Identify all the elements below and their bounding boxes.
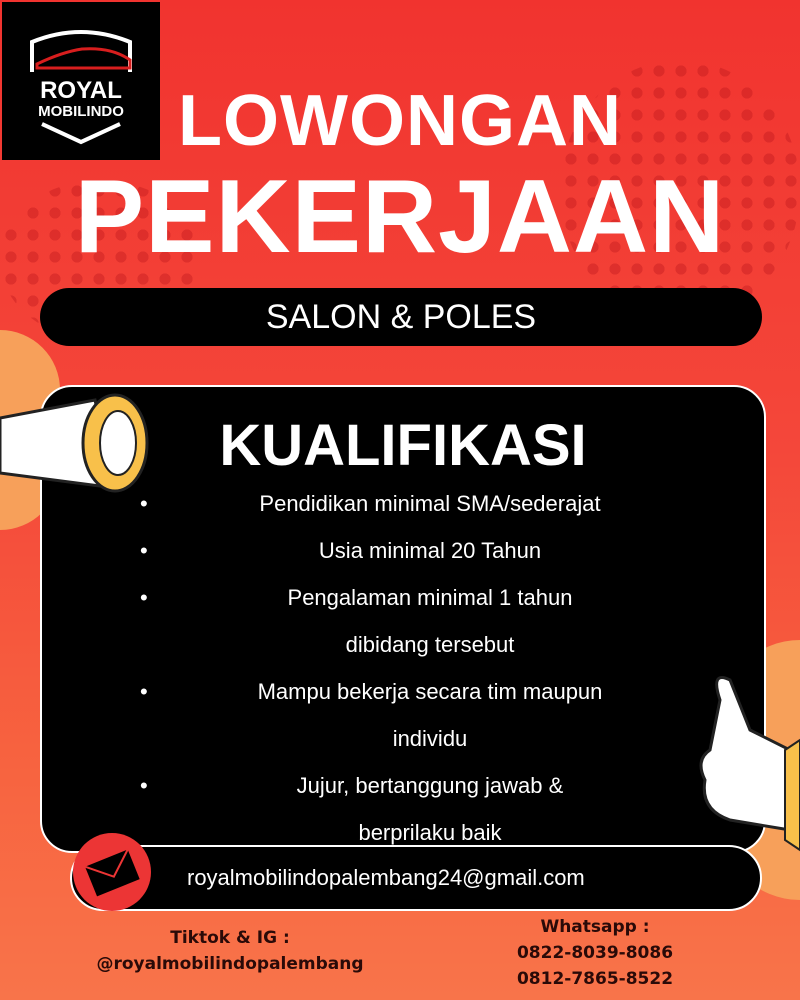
whatsapp-label: Whatsapp : (540, 917, 650, 937)
bullet-icon: • (140, 585, 148, 610)
qualification-item (140, 715, 720, 762)
qualification-text: individu (392, 726, 468, 751)
qualification-text: Pengalaman minimal 1 tahun (287, 585, 573, 610)
qualification-item (140, 762, 720, 809)
svg-text:MOBILINDO: MOBILINDO (38, 103, 124, 120)
whatsapp-block (480, 914, 710, 992)
svg-text:ROYAL: ROYAL (40, 77, 122, 104)
title-lowongan: LOWONGAN (178, 81, 622, 161)
qualification-item (140, 527, 720, 574)
phone-number[interactable]: 0822-8039-8086 (516, 943, 674, 963)
social-handle[interactable]: @royalmobilindopalembang (96, 954, 364, 974)
email-pill[interactable] (70, 845, 762, 911)
phone-number[interactable]: 0812-7865-8522 (516, 969, 674, 989)
envelope-icon (73, 833, 151, 911)
email-address[interactable]: royalmobilindopalembang24@gmail.com (187, 865, 585, 890)
thumbs-up-icon (690, 660, 800, 860)
bullet-icon: • (140, 538, 148, 563)
qualification-item (140, 480, 720, 527)
qualification-text: berprilaku baik (358, 820, 502, 845)
social-block (40, 925, 420, 977)
bullet-icon: • (140, 773, 148, 798)
title-pekerjaan: PEKERJAAN (74, 159, 726, 275)
bullet-icon: • (140, 491, 148, 516)
qualification-item (140, 574, 720, 621)
qualification-text: Pendidikan minimal SMA/sederajat (259, 491, 601, 516)
qualifications-heading: KUALIFIKASI (219, 413, 587, 478)
qualification-text: dibidang tersebut (345, 632, 515, 657)
qualification-item (140, 668, 720, 715)
social-label: Tiktok & IG : (170, 928, 290, 948)
email-icon-circle (73, 833, 151, 911)
qualifications-list (140, 480, 720, 856)
qualification-text: Mampu bekerja secara tim maupun (257, 679, 603, 704)
qualification-text: Usia minimal 20 Tahun (318, 538, 542, 563)
qualification-text: Jujur, bertanggung jawab & (296, 773, 564, 798)
bullet-icon: • (140, 679, 148, 704)
qualification-item (140, 621, 720, 668)
position-pill: SALON & POLES (40, 288, 762, 346)
